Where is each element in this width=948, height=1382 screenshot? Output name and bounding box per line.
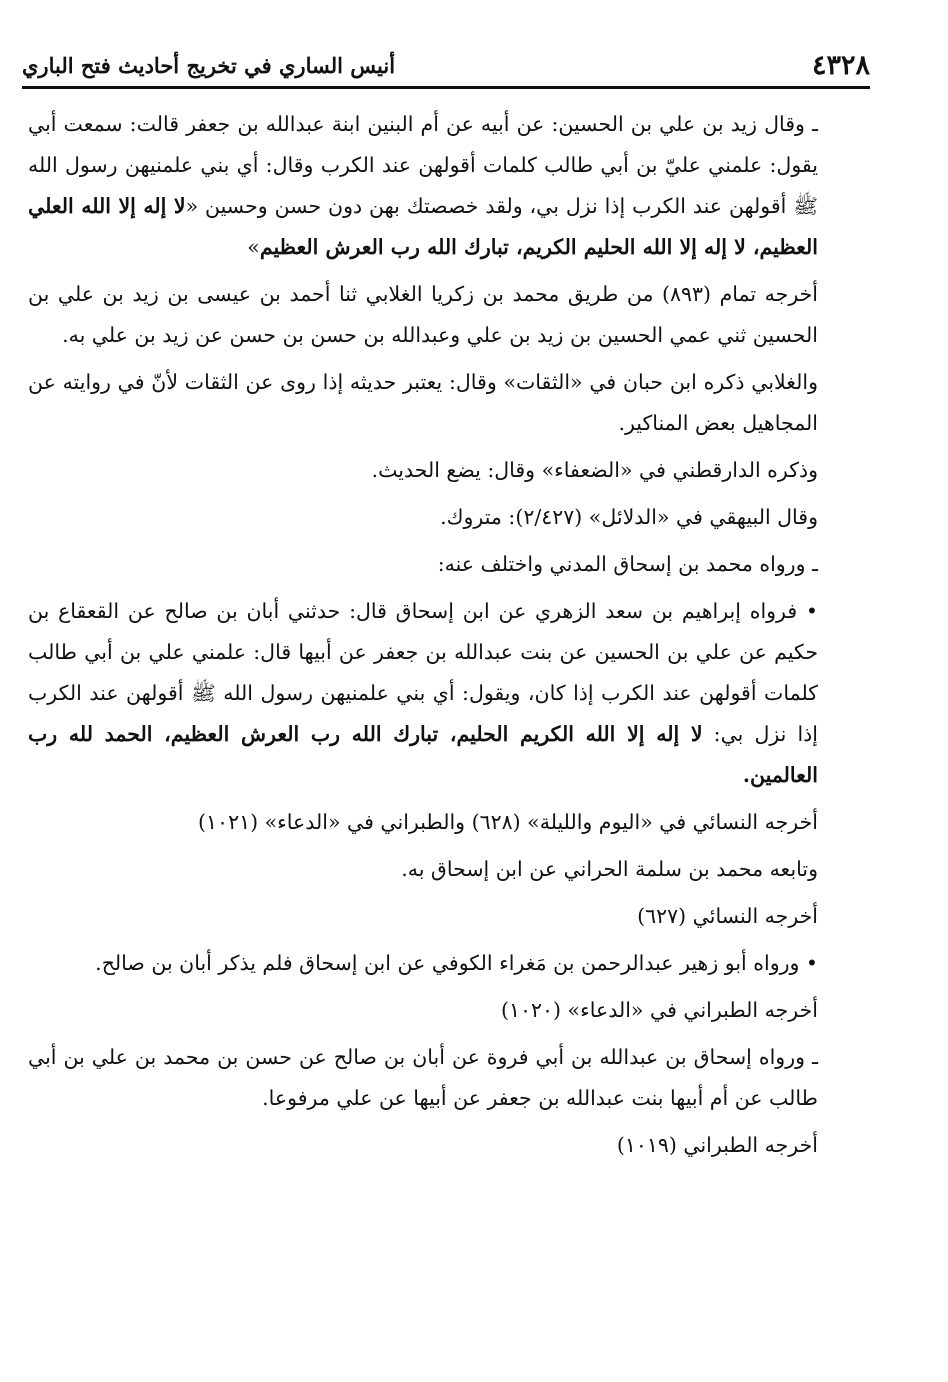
paragraph-bayhaqi xyxy=(28,497,870,538)
paragraph-takhrij-nasai xyxy=(28,896,870,937)
paragraph-text: أخرجه النسائي (٦٢٧) xyxy=(637,904,818,928)
paragraph-text: أخرجه الطبراني في «الدعاء» (١٠٢٠) xyxy=(501,998,818,1022)
paragraph-text: ـ ورواه محمد بن إسحاق المدني واختلف عنه: xyxy=(437,552,818,576)
page-number: ٤٣٢٨ xyxy=(811,49,870,81)
paragraph-mutaba-harrani xyxy=(28,849,870,890)
paragraph-text: أخرجه الطبراني (١٠١٩) xyxy=(616,1133,818,1157)
dua-text: لا إله إلا الله الكريم الحليم، تبارك الله رب العرش العظيم، الحمد لله رب العالمين. xyxy=(28,722,818,787)
paragraph-takhrij-nasai-tabarani xyxy=(28,802,870,843)
paragraph-text: ـ ورواه إسحاق بن عبدالله بن أبي فروة عن أبان بن صالح عن حسن بن محمد بن علي بن أبي طالب عن أم أبيها بنت عبدالله بن جعفر عن أبيها عن علي مرفوعا. xyxy=(28,1045,818,1110)
paragraph-text: ـ وقال زيد بن علي بن الحسين: عن أبيه عن أم البنين ابنة عبدالله بن جعفر قالت: سمعت أبي يقول: علمني عليّ بن أبي طالب كلمات أقولهن عند الكرب وقال: أي بني علمنيهن رسول الله ﷺ أقولهن عند الكرب إذا نزل بي، ولقد خصصتك بهن دون حسن وحسين « xyxy=(28,112,818,218)
paragraph-ghallabi xyxy=(28,362,870,444)
paragraph-daraqutni xyxy=(28,450,870,491)
paragraph-takhrij-tammam xyxy=(28,274,870,356)
paragraph-ibn-ishaq xyxy=(28,544,870,585)
page-header xyxy=(22,44,870,89)
paragraph-text: • فرواه إبراهيم بن سعد الزهري عن ابن إسحاق قال: حدثني أبان بن صالح عن القعقاع بن حكيم عن علي بن الحسين عن بنت عبدالله بن جعفر عن أبيها قال: علمني علي بن أبي طالب كلمات أقولهن عند الكرب إذا كان، ويقول: أي بني علمنيهن رسول الله ﷺ أقولهن عند الكرب إذا نزل بي: xyxy=(28,599,818,746)
paragraph-text: وذكره الدارقطني في «الضعفاء» وقال: يضع الحديث. xyxy=(371,458,818,482)
paragraph-text: وقال البيهقي في «الدلائل» (٢/٤٢٧): متروك. xyxy=(440,505,818,529)
paragraph-ishaq-ibn-abi-farwa xyxy=(28,1037,870,1119)
page-body xyxy=(28,104,870,1166)
paragraph-text: والغلابي ذكره ابن حبان في «الثقات» وقال: يعتبر حديثه إذا روى عن الثقات لأنّ في روايته عن المجاهيل بعض المناكير. xyxy=(28,370,818,435)
paragraph-text: وتابعه محمد بن سلمة الحراني عن ابن إسحاق به. xyxy=(401,857,818,881)
paragraph-text: أخرجه تمام (٨٩٣) من طريق محمد بن زكريا الغلابي ثنا أحمد بن عيسى بن زيد بن علي بن الحسين ثني عمي الحسين بن زيد بن علي وعبدالله بن حسن بن حسن عن زيد بن علي به. xyxy=(28,282,819,347)
dua-text: لا إله إلا الله العلي العظيم، لا إله إلا الله الحليم الكريم، تبارك الله رب العرش العظيم xyxy=(28,194,818,259)
paragraph-takhrij-tabarani-1019 xyxy=(28,1125,870,1166)
paragraph-abu-zuhayr xyxy=(28,943,870,984)
paragraph-text: • ورواه أبو زهير عبدالرحمن بن مَغراء الكوفي عن ابن إسحاق فلم يذكر أبان بن صالح. xyxy=(95,951,818,975)
paragraph-takhrij-tabarani-1020 xyxy=(28,990,870,1031)
running-title: أنيس الساري في تخريج أحاديث فتح الباري xyxy=(22,52,396,78)
paragraph-hadith-zayd xyxy=(28,104,870,268)
paragraph-ibrahim-ibn-sad xyxy=(28,591,870,796)
closing-quote: » xyxy=(247,235,260,259)
paragraph-text: أخرجه النسائي في «اليوم والليلة» (٦٢٨) والطبراني في «الدعاء» (١٠٢١) xyxy=(198,810,818,834)
